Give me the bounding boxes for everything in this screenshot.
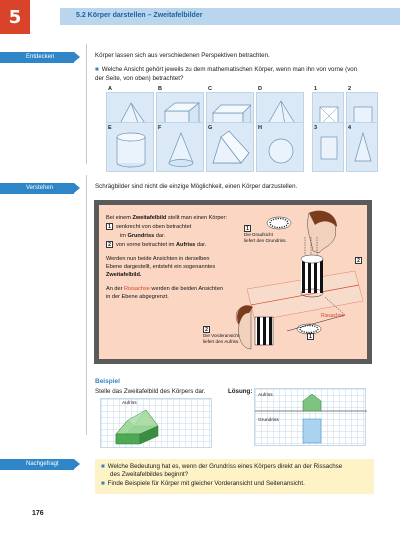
right-label-2: 2 [355,257,365,265]
definition-item2: 2 von vorne betrachtet im Aufriss dar. [106,241,206,249]
entdecken-question [95,66,365,83]
label-d: D [258,86,262,92]
striped-cylinder [301,255,323,297]
label-3: 3 [314,125,318,131]
right-label-1: 1 [307,333,317,341]
note-top: 1 Die Draufsicht liefert den Grundriss. [244,226,287,243]
divider-line [86,44,87,164]
example-task: Stelle das Zweitafelbild des Körpers dar. [95,388,206,395]
label-h: H [258,125,262,131]
definition-para2c: Zweitafelbild. [106,272,142,278]
solution-label: Lösung: [228,388,253,395]
definition-para3b: in der Ebene abgegrenzt. [106,294,169,300]
label-f: F [158,125,162,131]
question-box [95,459,374,494]
cylinder-icon [111,129,151,169]
label-e: E [108,125,112,131]
label-2: 2 [348,86,352,92]
label-a: A [108,86,112,92]
label-4: 4 [348,125,352,131]
tab-nachgefragt: Nachgefragt [0,459,74,470]
house-prism-icon [110,404,190,446]
label-1: 1 [314,86,318,92]
shape-f-box [156,122,204,172]
bullet-icon: ■ [101,463,105,470]
chapter-number: 5 [0,0,30,34]
cone-icon [161,129,201,169]
bullet-icon: ■ [95,66,99,73]
prism-icon [211,129,251,169]
label-g: G [208,125,213,131]
question-1: ■ Welche Bedeutung hat es, wenn der Grundriss eines Körpers direkt an der Rissachse [101,463,343,470]
definition-line1: Bei einem Zweitafelbild stellt man einen Körper: [106,215,227,221]
definition-item1: 1 senkrecht von oben betrachtet [106,223,191,231]
label-b: B [158,86,162,92]
example-aufriss-label: Aufriss [122,401,137,406]
sphere-icon [261,129,301,169]
label-c: C [208,86,212,92]
shape-g-box [206,122,254,172]
entdecken-intro: Körper lassen sich aus verschiedenen Perspektiven betrachten. [95,52,270,59]
shape-e-box [106,122,154,172]
note-bottom: 2 Die Vorderansicht liefert den Aufriss. [203,327,240,344]
tab-entdecken: Entdecken [0,52,74,63]
definition-box-inner [99,205,367,359]
definition-para2b: Ebene dargestellt, entsteht ein sogenanntes [106,264,216,270]
divider-line [86,175,87,435]
page-number: 176 [32,510,44,517]
cylinder-front-icon [313,123,345,173]
shape-h-box [256,122,304,172]
tab-verstehen: Verstehen [0,183,74,194]
definition-item1-b: im Grundriss dar. [120,233,166,239]
definition-para2a: Werden nun beide Ansichten in derselben [106,256,210,262]
question-text: Welche Ansicht gehört jeweils zu dem mathematischen Körper, wenn man ihn von vorne (von der Seite, von oben) betrachtet? [95,66,358,82]
definition-box [94,200,372,364]
definition-para3: An der Rissachse werden die beiden Ansichten [106,286,223,292]
section-title: 5.2 Körper darstellen – Zweitafelbilder [60,8,400,25]
question-2: ■ Finde Beispiele für Körper mit gleicher Vorderansicht und Seitenansicht. [101,480,305,487]
grid-grundriss-label: Grundriss [258,418,279,423]
triangle-icon [347,123,379,173]
grid-aufriss-label: Aufriss [258,393,273,398]
bullet-icon: ■ [101,480,105,487]
verstehen-intro: Schrägbilder sind nicht die einzige Möglichkeit, einen Körper darzustellen. [95,183,298,190]
question-1-cont: des Zweitafelbildes beginnt? [110,471,189,478]
rissachse-label: Rissachse [321,313,345,319]
example-title: Beispiel [95,378,120,385]
